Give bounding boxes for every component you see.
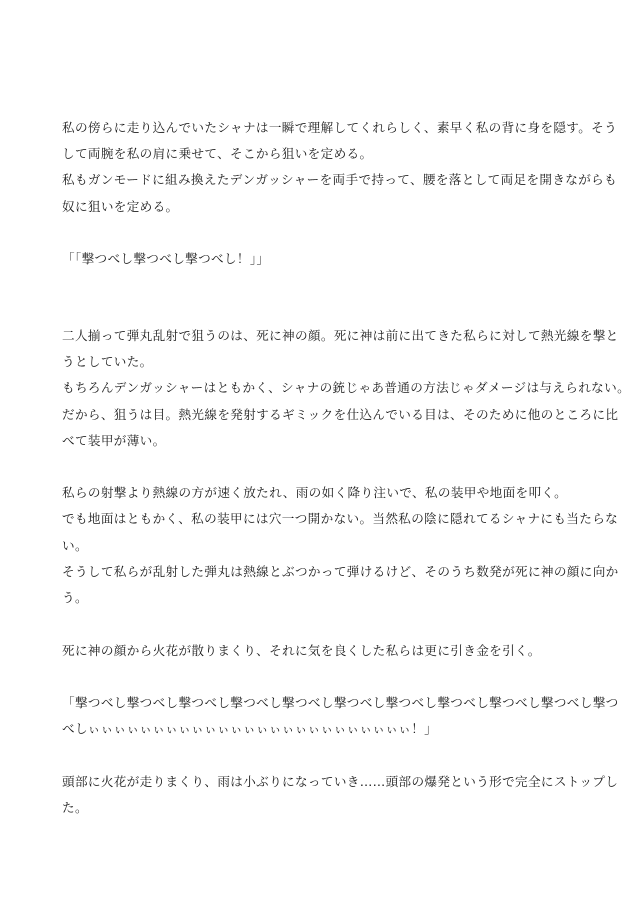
text-line: 私もガンモードに組み換えたデンガッシャーを両手で持って、腰を落として両足を開きながらも — [62, 172, 618, 187]
text-line: そうして私らが乱射した弾丸は熱線とぶつかって弾けるけど、そのうち数発が死に神の顔に向か — [62, 564, 619, 579]
text-line: 二人揃って弾丸乱射で狙うのは、死に神の顔。死に神は前に出てきた私らに対して熱光線を撃と — [62, 328, 619, 343]
text-line: 私らの射撃より熱線の方が速く放たれ、雨の如く降り注いで、私の装甲や地面を叩く。 — [62, 485, 568, 500]
text-line: でも地面はともかく、私の装甲には穴一つ開かない。当然私の陰に隠れてるシャナにも当たらな — [62, 511, 619, 526]
text-line: べて装甲が薄い。 — [62, 433, 166, 448]
dialogue-line: 「撃つべし撃つべし撃つべし撃つべし撃つべし撃つべし撃つべし撃つべし撃つべし撃つべし撃つ — [62, 695, 619, 710]
dialogue-line: べしぃぃぃぃぃぃぃぃぃぃぃぃぃぃぃぃぃぃぃぃぃぃぃぃぃ！」 — [62, 721, 438, 736]
text-line: う。 — [62, 590, 88, 605]
text-line: うとしていた。 — [62, 354, 153, 369]
text-line: 私の傍らに走り込んでいたシャナは一瞬で理解してくれらしく、素早く私の背に身を隠す。そう — [62, 120, 618, 135]
text-line: 頭部に火花が走りまくり、雨は小ぶりになっていき……頭部の爆発という形で完全にストップし — [62, 774, 619, 789]
text-line: もちろんデンガッシャーはともかく、シャナの銃じゃあ普通の方法じゃダメージは与えられない。 — [62, 380, 631, 395]
text-line: 死に神の顔から火花が散りまくり、それに気を良くした私らは更に引き金を引く。 — [62, 643, 541, 658]
text-line: 奴に狙いを定める。 — [62, 199, 179, 214]
text-line: だから、狙うは目。熱光線を発射するギミックを仕込んでいる目は、そのために他のところに比 — [62, 407, 619, 422]
text-line: た。 — [62, 800, 88, 815]
text-line: して両腕を私の肩に乗せて、そこから狙いを定める。 — [62, 146, 373, 161]
dialogue-line: 「「撃つべし撃つべし撃つべし！」」 — [62, 251, 270, 266]
text-line: い。 — [62, 538, 88, 553]
